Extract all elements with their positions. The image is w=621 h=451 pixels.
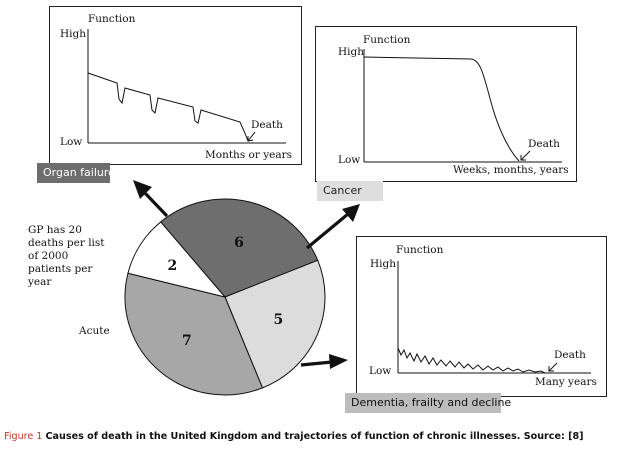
cancer-tag: Cancer [317,181,383,201]
organ-failure-low-label: Low [60,136,83,148]
acute-label: Acute [79,325,110,337]
pie-slices [125,199,325,395]
figure-caption-text: Causes of death in the United Kingdom and trajectories of function of chronic illnesses. Source: [8] [45,431,584,442]
dementia-function-label: Function [396,244,444,256]
pie-value-label: 5 [273,312,284,329]
cancer-high-label: High [338,46,364,58]
organ-failure-function-label: Function [88,13,136,25]
pie-value-label: 2 [167,257,178,274]
gp-note-line: of 2000 [28,250,69,262]
dementia-tag: Dementia, frailty and decline [345,393,501,413]
dementia-death-label: Death [554,349,586,361]
gp-note-line: year [28,276,52,288]
organ-failure-high-label: High [60,28,86,40]
arrow-head-dementia [329,354,348,369]
arrow-to-organ-failure [144,192,167,216]
cancer-low-label: Low [338,154,361,166]
organ-failure-tag: Organ failure [37,163,110,183]
dementia-low-label: Low [369,365,392,377]
organ-failure-x-label: Months or years [205,149,293,161]
dementia-high-label: High [370,258,396,270]
arrow-to-cancer [307,214,348,248]
gp-note-line: deaths per list [28,237,105,249]
cancer-x-label: Weeks, months, years [453,164,569,176]
pie-value-label: 6 [234,234,244,251]
cancer-death-label: Death [528,138,560,150]
gp-note-line: patients per [28,263,93,275]
arrow-head-cancer [342,204,360,222]
organ-failure-death-label: Death [251,119,283,131]
gp-note-line: GP has 20 [28,224,82,236]
cancer-function-label: Function [363,34,411,46]
arrow-to-dementia [301,362,332,365]
figure-caption [4,431,584,443]
pie-value-label: 7 [182,332,192,349]
dementia-x-label: Many years [535,376,597,388]
figure-caption-label: Figure 1 [4,431,43,442]
